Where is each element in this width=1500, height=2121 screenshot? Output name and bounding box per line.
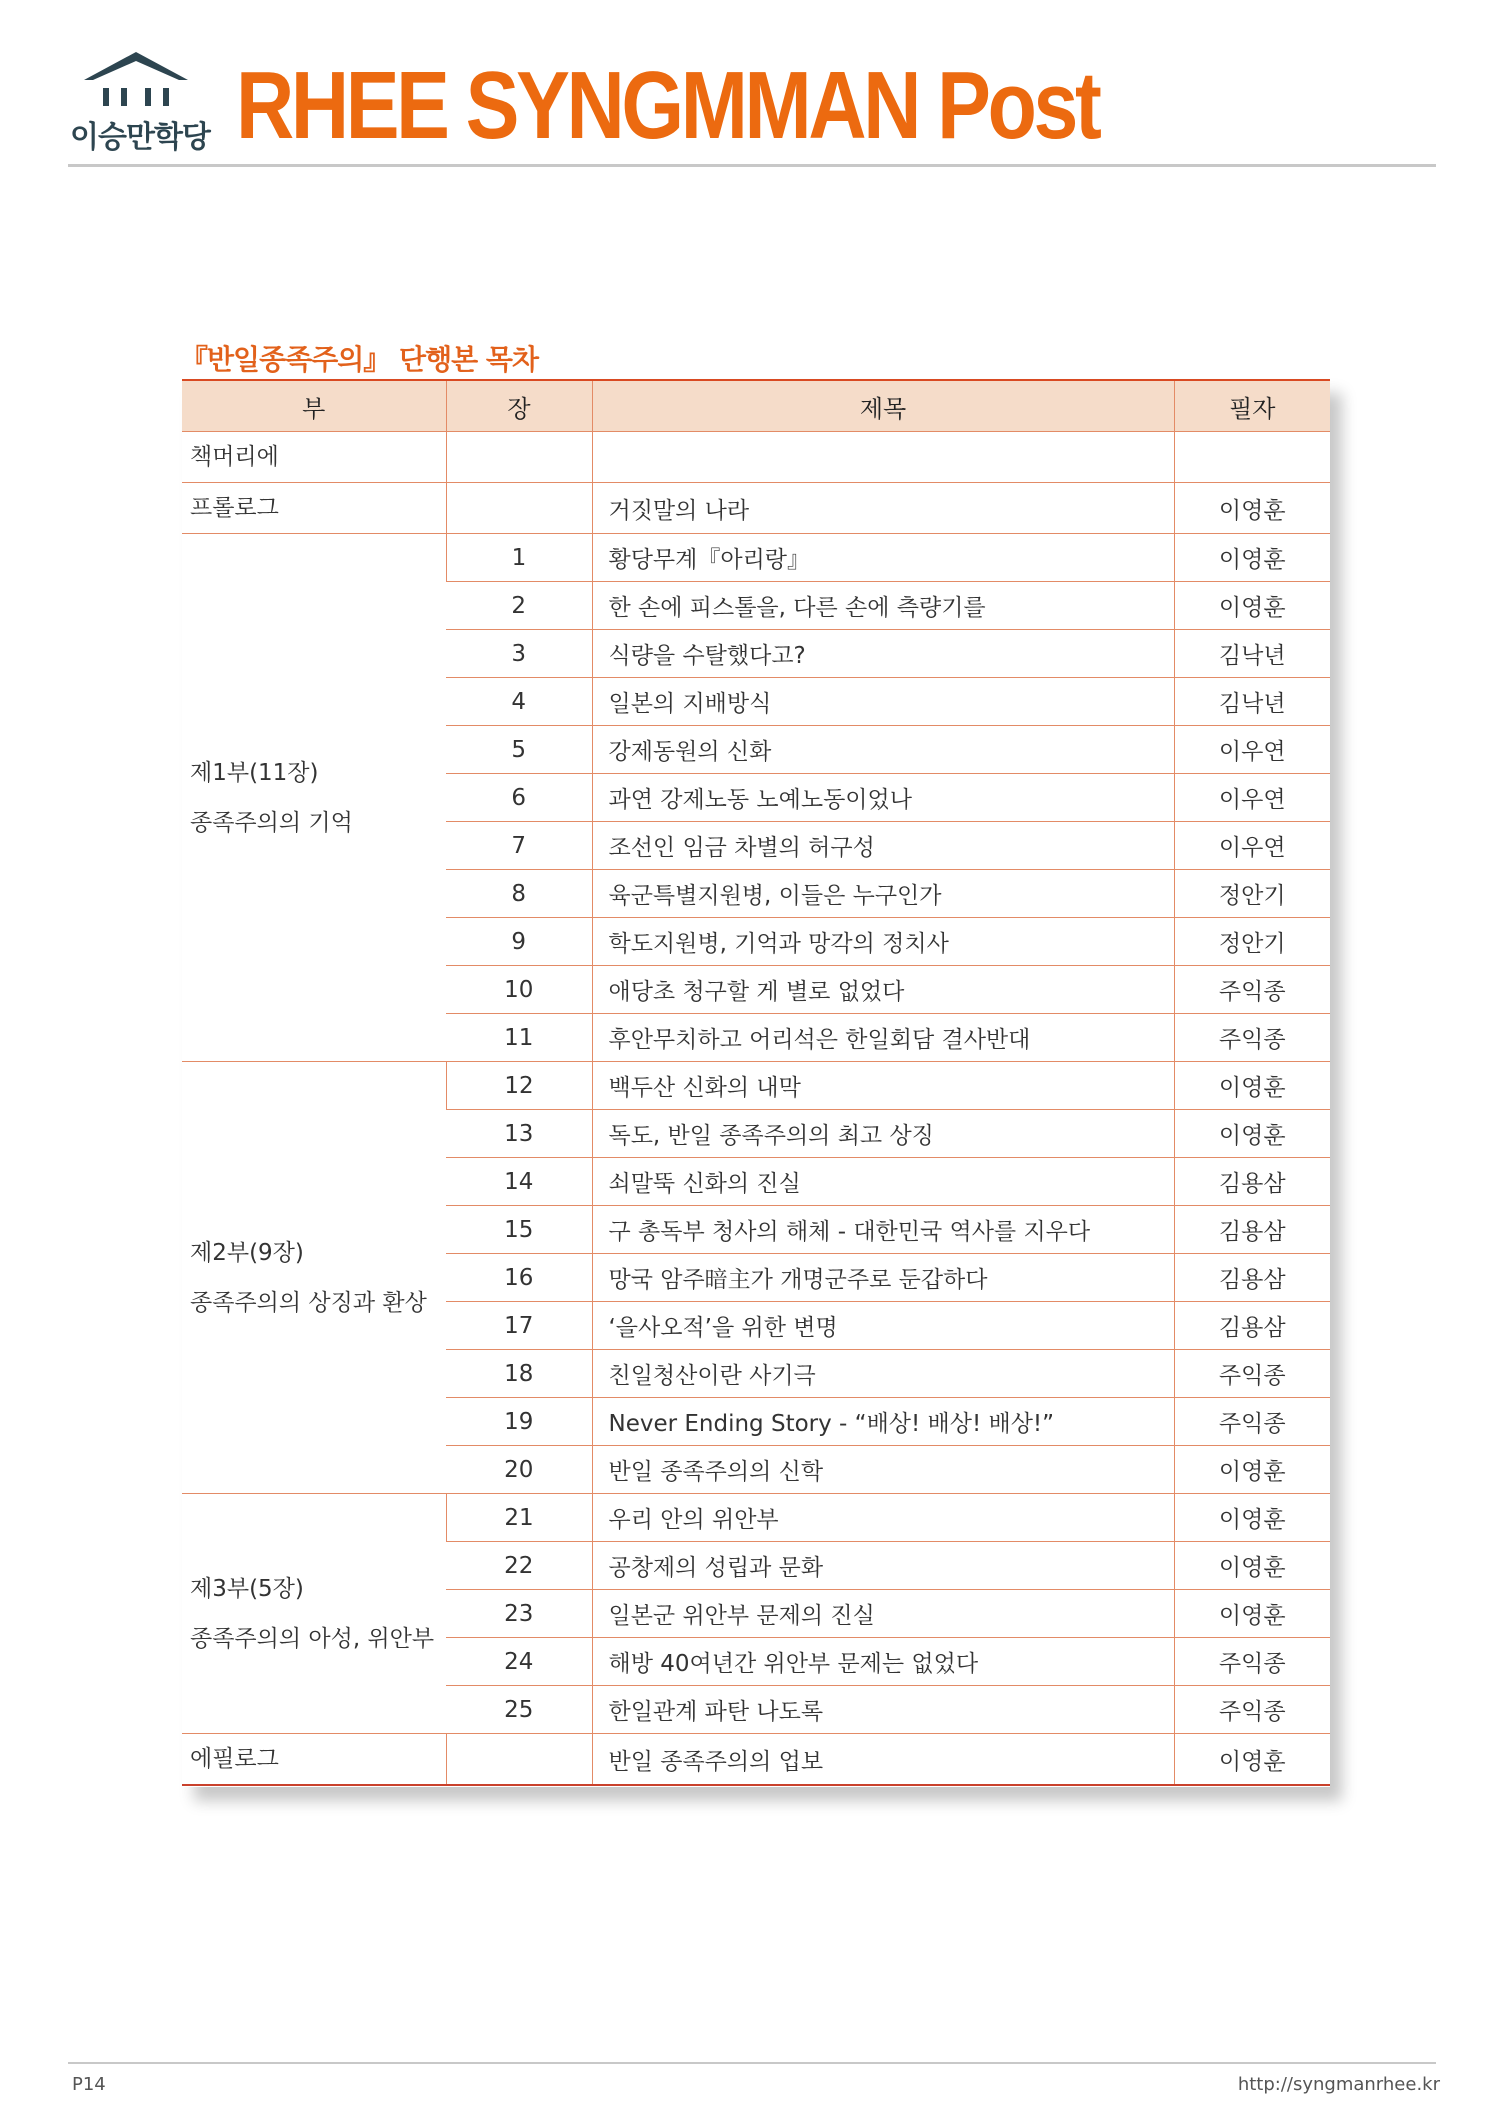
- part-label: 제1부(11장): [190, 759, 319, 786]
- chapter-title: 반일 종족주의의 업보: [592, 1734, 1174, 1786]
- author-name: 주익종: [1174, 1638, 1330, 1686]
- chapter-number: 12: [446, 1062, 592, 1110]
- chapter-title: 육군특별지원병, 이들은 누구인가: [592, 870, 1174, 918]
- table-row: [182, 483, 1330, 534]
- academy-house-icon: [82, 50, 190, 110]
- chapter-number: 20: [446, 1446, 592, 1494]
- column-header-chapter: 장: [446, 380, 592, 432]
- chapter-number: 16: [446, 1254, 592, 1302]
- chapter-number: [446, 483, 592, 534]
- chapter-title: ‘을사오적’을 위한 변명: [592, 1302, 1174, 1350]
- chapter-title: 한일관계 파탄 나도록: [592, 1686, 1174, 1734]
- chapter-title: 황당무계『아리랑』: [592, 534, 1174, 582]
- chapter-number: 15: [446, 1206, 592, 1254]
- author-name: [1174, 432, 1330, 483]
- footer-url: http://syngmanrhee.kr: [1237, 2074, 1440, 2095]
- part-cell: [182, 1062, 446, 1494]
- toc-title: 『반일종족주의』 단행본 목차: [180, 343, 539, 376]
- author-name: 주익종: [1174, 1014, 1330, 1062]
- chapter-number: 7: [446, 822, 592, 870]
- author-name: 이영훈: [1174, 1062, 1330, 1110]
- chapter-title: 백두산 신화의 내막: [592, 1062, 1174, 1110]
- chapter-number: 18: [446, 1350, 592, 1398]
- chapter-number: 11: [446, 1014, 592, 1062]
- author-name: 이영훈: [1174, 1590, 1330, 1638]
- chapter-title: 조선인 임금 차별의 허구성: [592, 822, 1174, 870]
- brand-title: RHEE SYNGMMAN Post: [236, 52, 1099, 159]
- chapter-number: 1: [446, 534, 592, 582]
- part-cell: [182, 1734, 446, 1786]
- author-name: 이영훈: [1174, 1446, 1330, 1494]
- author-name: 주익종: [1174, 1686, 1330, 1734]
- part-cell: [182, 534, 446, 1062]
- column-header-part: 부: [182, 380, 446, 432]
- chapter-title: 거짓말의 나라: [592, 483, 1174, 534]
- chapter-title: [592, 432, 1174, 483]
- chapter-title: 한 손에 피스톨을, 다른 손에 측량기를: [592, 582, 1174, 630]
- part-subtitle: 종족주의의 상징과 환상: [190, 1289, 427, 1316]
- table-row: [182, 432, 1330, 483]
- chapter-title: 후안무치하고 어리석은 한일회담 결사반대: [592, 1014, 1174, 1062]
- chapter-number: [446, 432, 592, 483]
- chapter-title: 강제동원의 신화: [592, 726, 1174, 774]
- table-row: [182, 1494, 1330, 1542]
- chapter-number: 4: [446, 678, 592, 726]
- chapter-number: 23: [446, 1590, 592, 1638]
- author-name: 이영훈: [1174, 534, 1330, 582]
- chapter-number: 19: [446, 1398, 592, 1446]
- chapter-title: 일본군 위안부 문제의 진실: [592, 1590, 1174, 1638]
- chapter-number: 8: [446, 870, 592, 918]
- chapter-title: 학도지원병, 기억과 망각의 정치사: [592, 918, 1174, 966]
- author-name: 주익종: [1174, 966, 1330, 1014]
- author-name: 김낙년: [1174, 630, 1330, 678]
- author-name: 이영훈: [1174, 1734, 1330, 1786]
- logo-text: 이승만학당: [70, 120, 210, 155]
- table-row: [182, 1734, 1330, 1786]
- chapter-number: 3: [446, 630, 592, 678]
- chapter-title: 일본의 지배방식: [592, 678, 1174, 726]
- part-cell: [182, 483, 446, 534]
- logo: [68, 50, 228, 160]
- chapter-number: 10: [446, 966, 592, 1014]
- chapter-title: 우리 안의 위안부: [592, 1494, 1174, 1542]
- part-subtitle: 종족주의의 기억: [190, 809, 353, 836]
- part-cell: [182, 432, 446, 483]
- chapter-title: 해방 40여년간 위안부 문제는 없었다: [592, 1638, 1174, 1686]
- author-name: 이우연: [1174, 726, 1330, 774]
- chapter-number: 21: [446, 1494, 592, 1542]
- part-label: 에필로그: [190, 1746, 279, 1772]
- part-label: 프롤로그: [190, 495, 279, 521]
- chapter-title: 망국 암주暗主가 개명군주로 둔갑하다: [592, 1254, 1174, 1302]
- page-number: P14: [72, 2074, 106, 2095]
- chapter-number: 9: [446, 918, 592, 966]
- chapter-title: 식량을 수탈했다고?: [592, 630, 1174, 678]
- author-name: 이우연: [1174, 822, 1330, 870]
- chapter-number: 13: [446, 1110, 592, 1158]
- author-name: 이영훈: [1174, 1542, 1330, 1590]
- part-label: 제3부(5장): [190, 1575, 304, 1602]
- author-name: 이영훈: [1174, 582, 1330, 630]
- footer-divider: [68, 2062, 1436, 2064]
- table-header-row: [182, 380, 1330, 432]
- author-name: 정안기: [1174, 918, 1330, 966]
- author-name: 이영훈: [1174, 483, 1330, 534]
- chapter-number: 17: [446, 1302, 592, 1350]
- column-header-author: 필자: [1174, 380, 1330, 432]
- author-name: 김용삼: [1174, 1254, 1330, 1302]
- chapter-number: 14: [446, 1158, 592, 1206]
- chapter-title: 독도, 반일 종족주의의 최고 상징: [592, 1110, 1174, 1158]
- header-divider: [68, 164, 1436, 167]
- chapter-number: [446, 1734, 592, 1786]
- author-name: 주익종: [1174, 1350, 1330, 1398]
- toc-table: [182, 379, 1330, 1786]
- page-header: [68, 50, 1436, 170]
- author-name: 김용삼: [1174, 1158, 1330, 1206]
- chapter-number: 2: [446, 582, 592, 630]
- chapter-title: 쇠말뚝 신화의 진실: [592, 1158, 1174, 1206]
- author-name: 이영훈: [1174, 1494, 1330, 1542]
- author-name: 김용삼: [1174, 1302, 1330, 1350]
- chapter-title: 과연 강제노동 노예노동이었나: [592, 774, 1174, 822]
- part-label: 책머리에: [190, 444, 279, 470]
- chapter-number: 5: [446, 726, 592, 774]
- chapter-number: 6: [446, 774, 592, 822]
- part-cell: [182, 1494, 446, 1734]
- chapter-title: 애당초 청구할 게 별로 없었다: [592, 966, 1174, 1014]
- toc-table-container: [182, 379, 1330, 1787]
- chapter-number: 24: [446, 1638, 592, 1686]
- chapter-number: 25: [446, 1686, 592, 1734]
- chapter-number: 22: [446, 1542, 592, 1590]
- author-name: 김용삼: [1174, 1206, 1330, 1254]
- chapter-title: 구 총독부 청사의 해체 - 대한민국 역사를 지우다: [592, 1206, 1174, 1254]
- chapter-title: Never Ending Story - “배상! 배상! 배상!”: [592, 1398, 1174, 1446]
- part-subtitle: 종족주의의 아성, 위안부: [190, 1625, 435, 1652]
- author-name: 이우연: [1174, 774, 1330, 822]
- part-label: 제2부(9장): [190, 1239, 304, 1266]
- author-name: 정안기: [1174, 870, 1330, 918]
- author-name: 주익종: [1174, 1398, 1330, 1446]
- chapter-title: 친일청산이란 사기극: [592, 1350, 1174, 1398]
- table-row: [182, 534, 1330, 582]
- column-header-title: 제목: [592, 380, 1174, 432]
- chapter-title: 공창제의 성립과 문화: [592, 1542, 1174, 1590]
- chapter-title: 반일 종족주의의 신학: [592, 1446, 1174, 1494]
- author-name: 이영훈: [1174, 1110, 1330, 1158]
- toc-table-body: [182, 432, 1330, 1786]
- table-row: [182, 1062, 1330, 1110]
- author-name: 김낙년: [1174, 678, 1330, 726]
